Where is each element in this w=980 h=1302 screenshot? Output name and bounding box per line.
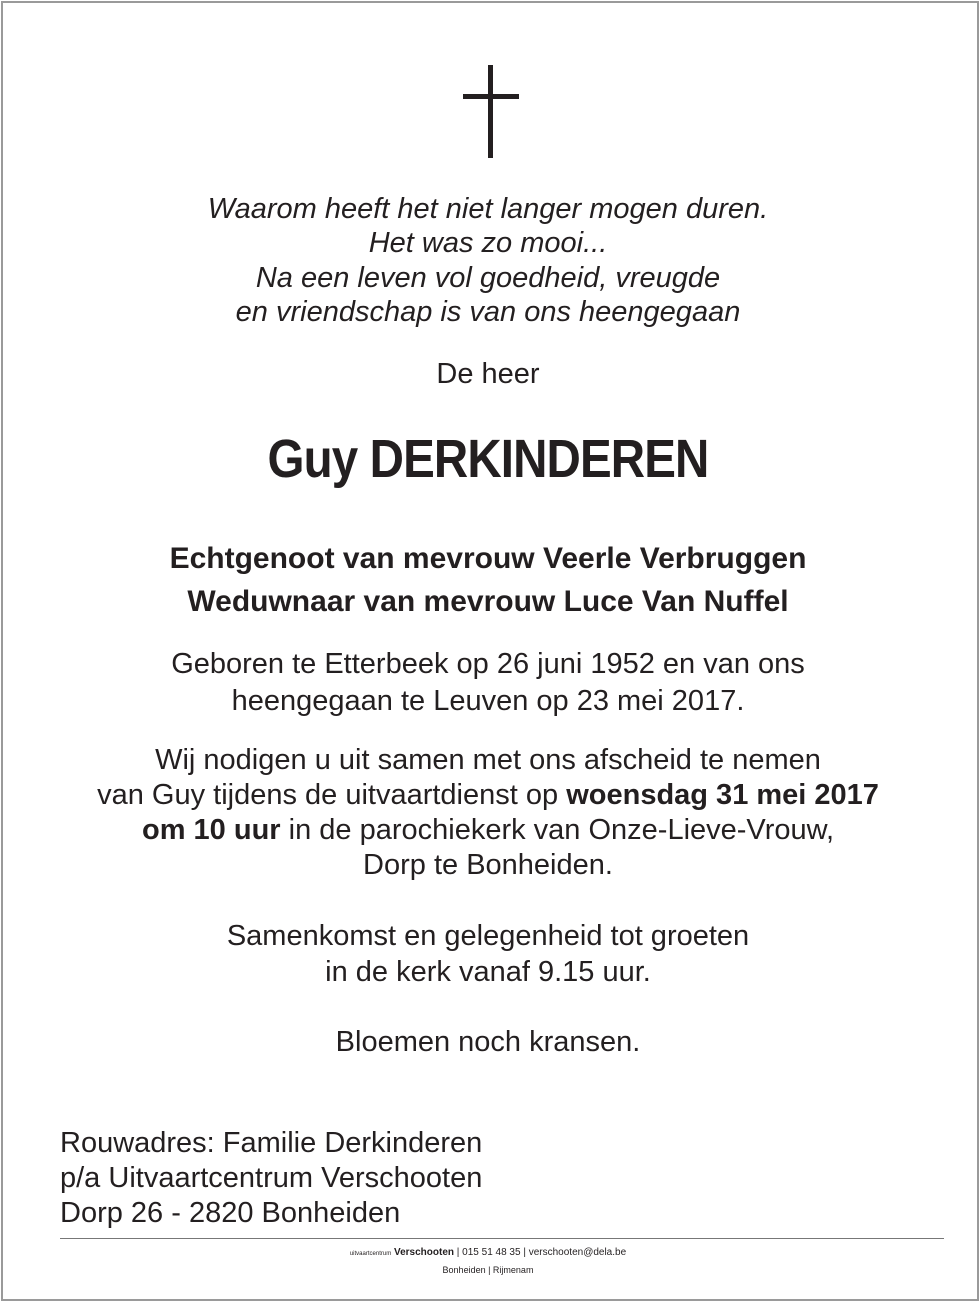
invitation-line-3	[0, 813, 976, 848]
footer-locations: Bonheiden | Rijmenam	[442, 1265, 534, 1275]
invitation-line-2-text: van Guy tijdens de uitvaartdienst op	[97, 779, 567, 811]
invitation-line-2	[0, 778, 976, 813]
address-line-3: Dorp 26 - 2820 Bonheiden	[60, 1197, 401, 1229]
invitation-line-4: Dorp te Bonheiden.	[363, 849, 613, 881]
footer-contact	[0, 1247, 976, 1258]
gathering-line-2: in de kerk vanaf 9.15 uur.	[325, 956, 651, 988]
service-time: om 10 uur	[141, 814, 281, 846]
address-line-2: p/a Uitvaartcentrum Verschooten	[60, 1162, 483, 1194]
invitation-line-3-text: in de parochiekerk van Onze-Lieve-Vrouw,	[280, 814, 835, 846]
funeral-home-logo: Verschooten	[393, 1247, 455, 1258]
verse-line-2: Het was zo mooi...	[368, 227, 608, 259]
birth-line-1: Geboren te Etterbeek op 26 juni 1952 en van ons	[171, 648, 805, 680]
invitation-line-1: Wij nodigen u uit samen met ons afscheid te nemen	[155, 744, 821, 776]
birth-line-2: heengegaan te Leuven op 23 mei 2017.	[231, 685, 745, 717]
footer-contact-text: | 015 51 48 35 | verschooten@dela.be	[454, 1247, 627, 1258]
flowers-note: Bloemen noch kransen.	[335, 1026, 641, 1058]
verse-line-4: en vriendschap is van ons heengegaan	[235, 296, 741, 328]
gathering-line-1: Samenkomst en gelegenheid tot groeten	[226, 920, 750, 952]
title-prefix: De heer	[436, 358, 540, 390]
funeral-home-logo-small: uitvaartcentrum	[349, 1251, 392, 1257]
footer-divider	[60, 1238, 944, 1239]
verse-line-3: Na een leven vol goedheid, vreugde	[255, 262, 721, 294]
relation-line-1: Echtgenoot van mevrouw Veerle Verbruggen	[169, 542, 807, 575]
deceased-name: Guy DERKINDEREN	[267, 429, 709, 489]
verse-line-1: Waarom heeft het niet langer mogen duren.	[207, 193, 769, 225]
service-date: woensdag 31 mei 2017	[566, 779, 879, 811]
address-line-1: Rouwadres: Familie Derkinderen	[60, 1127, 483, 1159]
relation-line-2: Weduwnaar van mevrouw Luce Van Nuffel	[187, 585, 789, 618]
